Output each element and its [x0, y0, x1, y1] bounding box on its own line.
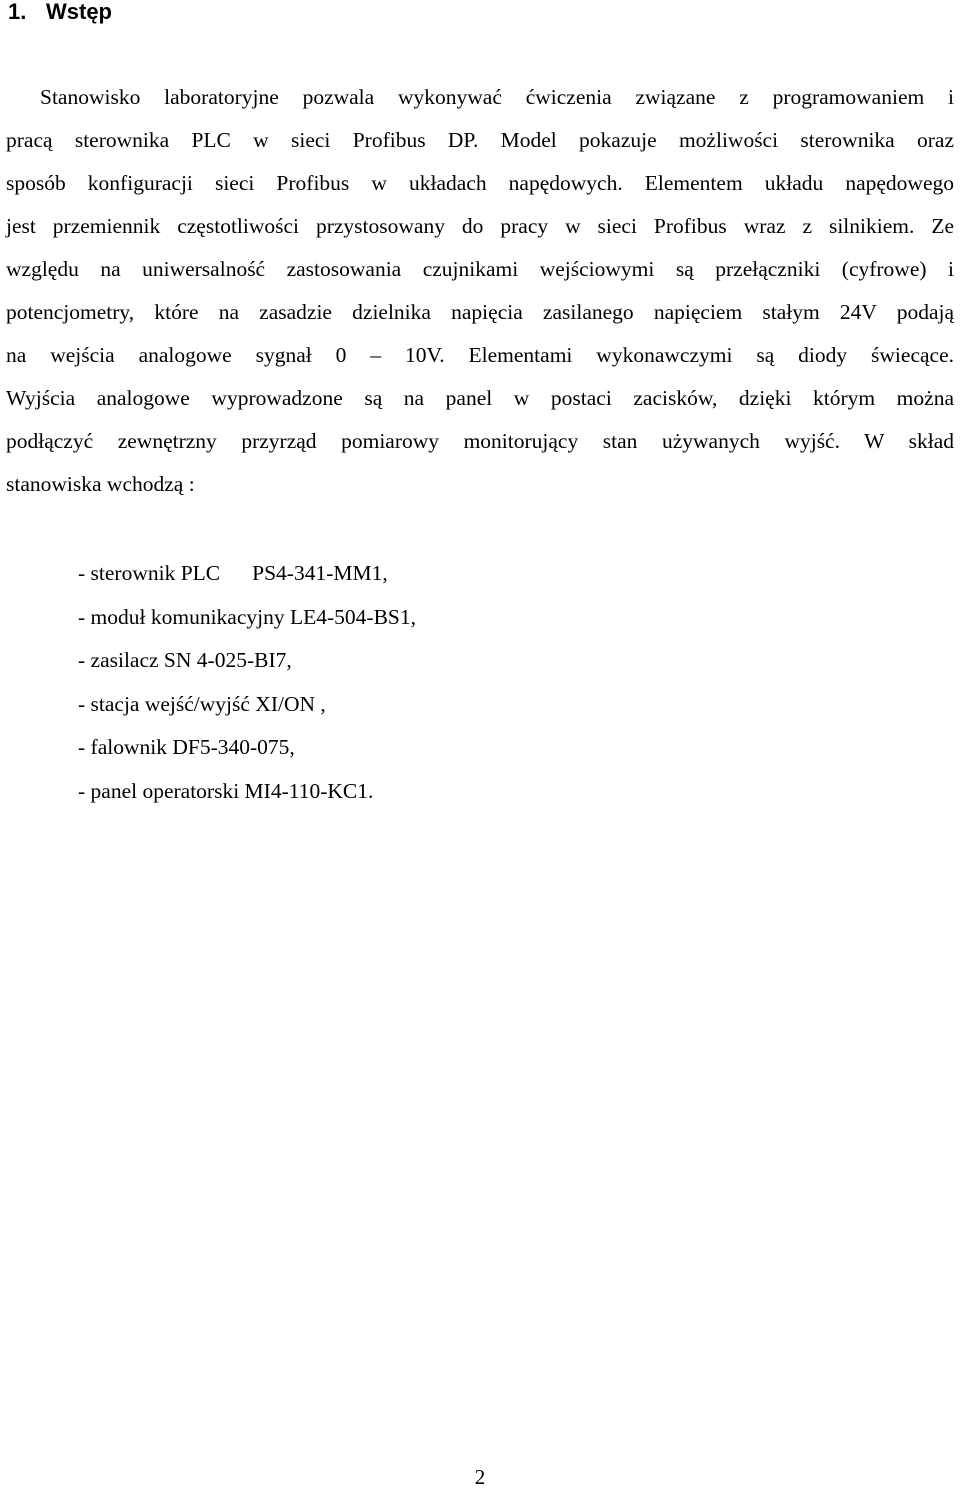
paragraph-line: względu na uniwersalność zastosowania czujnikami wejściowymi są przełączniki (cyfrowe) i: [6, 257, 954, 281]
paragraph-line: jest przemiennik częstotliwości przystosowany do pracy w sieci Profibus wraz z silnikiem. Ze: [6, 214, 954, 238]
list-item: [78, 639, 416, 683]
component-label: - sterownik PLC: [78, 561, 221, 585]
list-item: [78, 596, 416, 640]
section-title: Wstęp: [46, 0, 112, 24]
paragraph-line: potencjometry, które na zasadzie dzielnika napięcia zasilanego napięciem stałym 24V podają: [6, 300, 954, 324]
list-item: [78, 770, 416, 814]
list-item: [78, 552, 416, 596]
paragraph-line: na wejścia analogowe sygnał 0 – 10V. Elementami wykonawczymi są diody świecące.: [6, 343, 954, 367]
section-number: 1.: [8, 0, 27, 24]
intro-paragraph: [6, 76, 954, 506]
list-item: [78, 726, 416, 770]
list-item: [78, 683, 416, 727]
component-label: - panel operatorski MI4-110-KC1.: [78, 778, 374, 803]
paragraph-line: sposób konfiguracji sieci Profibus w układach napędowych. Elementem układu napędowego: [6, 171, 954, 195]
component-label: - zasilacz SN 4-025-BI7,: [78, 648, 292, 672]
page-number: 2: [474, 1465, 486, 1489]
paragraph-line: Stanowisko laboratoryjne pozwala wykonywać ćwiczenia związane z programowaniem i: [40, 85, 954, 109]
paragraph-line: podłączyć zewnętrzny przyrząd pomiarowy monitorujący stan używanych wyjść. W skład: [6, 429, 954, 453]
components-list: [78, 552, 416, 813]
component-label: - moduł komunikacyjny LE4-504-BS1,: [78, 604, 416, 629]
paragraph-line: stanowiska wchodzą :: [6, 472, 195, 496]
paragraph-line: Wyjścia analogowe wyprowadzone są na panel w postaci zacisków, dzięki którym można: [6, 386, 954, 410]
component-model: PS4-341-MM1,: [252, 561, 388, 585]
section-heading: [8, 0, 112, 26]
paragraph-line: pracą sterownika PLC w sieci Profibus DP. Model pokazuje możliwości sterownika oraz: [6, 128, 954, 152]
component-label: - falownik DF5-340-075,: [78, 735, 295, 759]
component-label: - stacja wejść/wyjść XI/ON ,: [78, 691, 326, 716]
